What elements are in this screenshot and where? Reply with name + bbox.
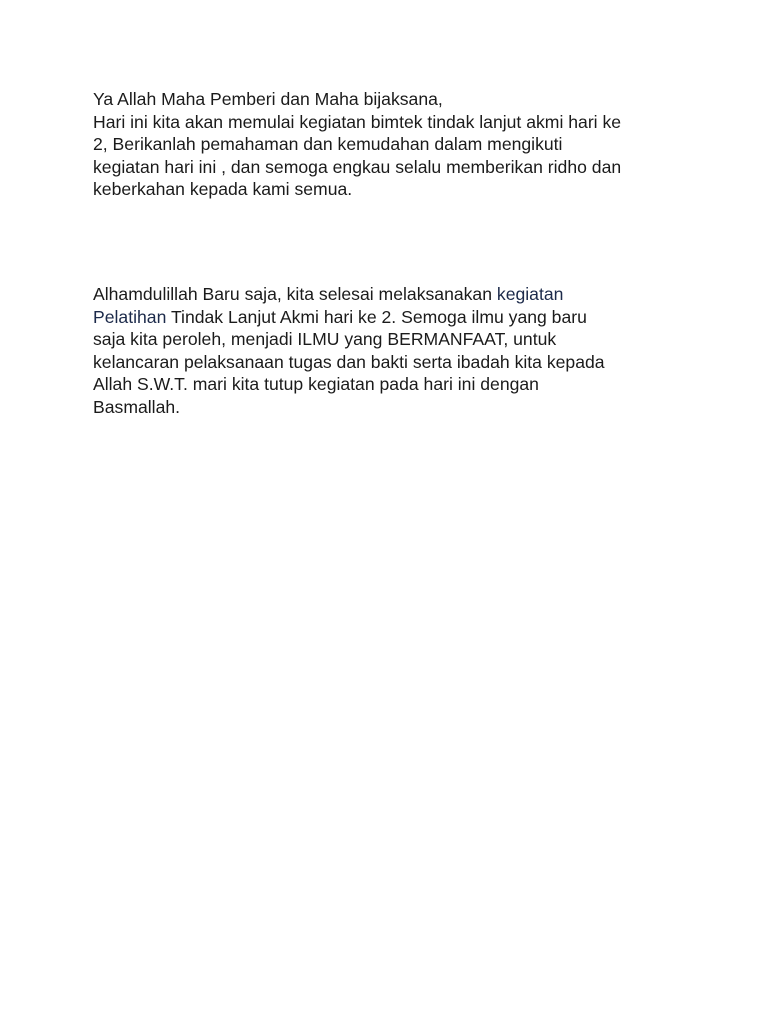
prayer-closing-paragraph [93,283,693,419]
text-line [93,283,693,306]
text-line: Allah S.W.T. mari kita tutup kegiatan pada hari ini dengan [93,374,539,395]
pelatihan-link[interactable]: Pelatihan [93,306,167,327]
text-line: keberkahan kepada kami semua. [93,179,353,200]
text-line: Basmallah. [93,396,181,417]
kegiatan-link[interactable]: kegiatan [496,283,564,304]
text-line: kelancaran pelaksanaan tugas dan bakti serta ibadah kita kepada [93,351,605,372]
text-line: Ya Allah Maha Pemberi dan Maha bijaksana, [93,89,443,109]
text-line [93,306,693,329]
text-segment: Alhamdulillah Baru saja, kita selesai melaksanakan [93,283,497,304]
text-line: saja kita peroleh, menjadi ILMU yang BERMANFAAT, untuk [93,329,557,350]
text-segment: Tindak Lanjut Akmi hari ke 2. Semoga ilmu yang baru [166,306,587,327]
text-line: 2, Berikanlah pemahaman dan kemudahan dalam mengikuti [93,134,563,155]
document-body [93,88,693,419]
text-line: Hari ini kita akan memulai kegiatan bimtek tindak lanjut akmi hari ke [93,111,622,132]
prayer-opening-paragraph [93,88,693,201]
text-line: kegiatan hari ini , dan semoga engkau selalu memberikan ridho dan [93,156,622,177]
